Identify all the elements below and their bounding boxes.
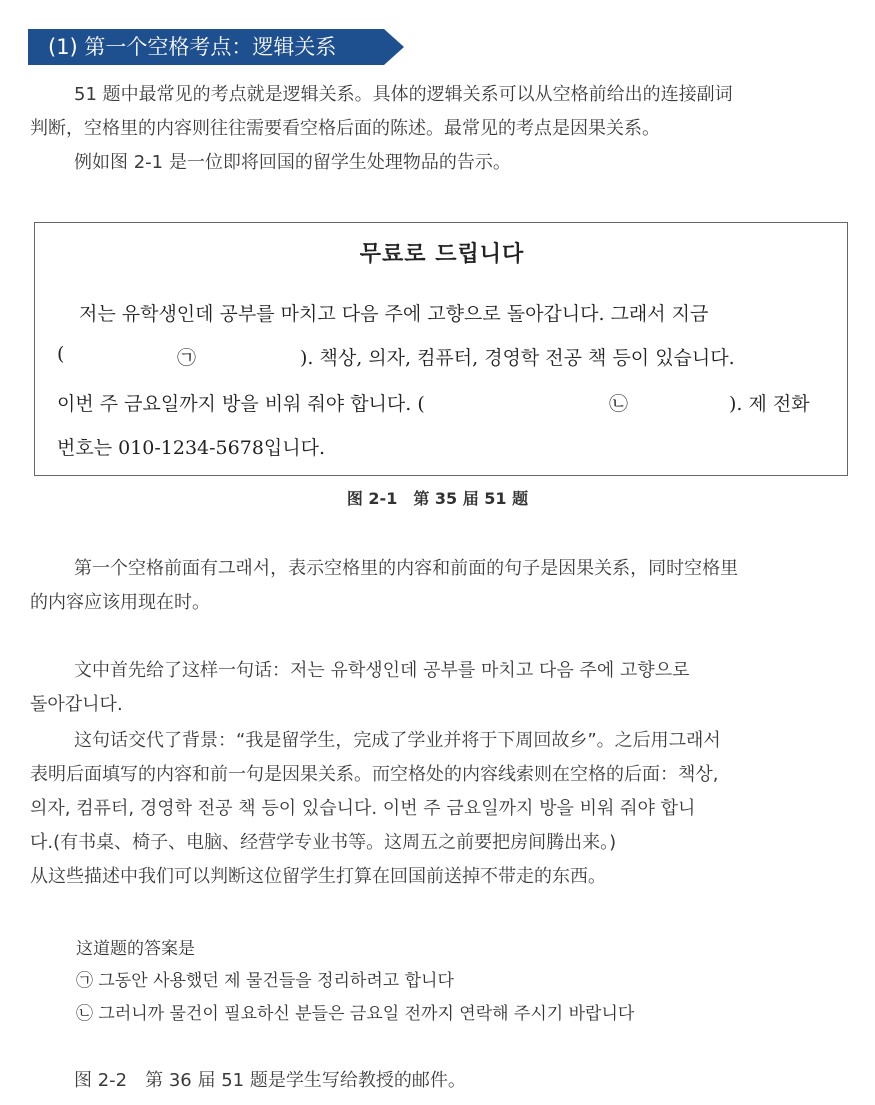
example-line-3-start: 이번 주 금요일까지 방을 비워 줘야 합니다. (: [57, 393, 425, 415]
example-box: [34, 222, 848, 476]
analysis2-line-3: 这句话交代了背景：“我是留学生，完成了学业并将于下周回故乡”。之后用그래서: [74, 730, 721, 751]
analysis2-line-4: 表明后面填写的内容和前一句是因果关系。而空格处的内容线索则在空格的后面：책상,: [30, 764, 719, 785]
section-header-banner: [28, 29, 408, 65]
intro-line-2: 判断，空格里的内容则往往需要看空格后面的陈述。最常见的考点是因果关系。: [30, 118, 660, 139]
analysis1-line-1: 第一个空格前面有그래서，表示空格里的内容和前面的句子是因果关系，同时空格里: [74, 558, 739, 579]
blank1-open-paren: (: [57, 343, 65, 365]
analysis2-line-2: 돌아갑니다.: [30, 694, 123, 715]
blank1-marker: ㉠: [177, 347, 197, 369]
example-line-3: [57, 389, 829, 416]
example-line-1: 저는 유학생인데 공부를 마치고 다음 주에 고향으로 돌아갑니다. 그래서 지금: [79, 303, 709, 325]
analysis2-line-7: 从这些描述中我们可以判断这位留学生打算在回国前送掉不带走的东西。: [30, 866, 606, 887]
example-title: 무료로 드립니다: [359, 241, 525, 267]
answer-label: 这道题的答案是: [76, 939, 195, 959]
blank2-marker: ㉡: [609, 393, 629, 415]
answer-1: ㉠ 그동안 사용했던 제 물건들을 정리하려고 합니다: [76, 971, 454, 991]
section-title: (1) 第一个空格考点：逻辑关系: [48, 35, 337, 59]
analysis2-line-5: 의자, 컴퓨터, 경영학 전공 책 등이 있습니다. 이번 주 금요일까지 방을 비워 줘야 합니: [30, 798, 696, 819]
figure-caption: 图 2-1 第 35 届 51 题: [346, 489, 529, 508]
analysis2-line-1: 文中首先给了这样一句话：저는 유학생인데 공부를 마치고 다음 주에 고향으로: [74, 660, 690, 681]
next-figure-intro: 图 2-2 第 36 届 51 题是学生写给教授的邮件。: [74, 1070, 466, 1091]
example-line-4: 번호는 010-1234-5678입니다.: [57, 437, 326, 459]
analysis2-line-6: 다.(有书桌、椅子、电脑、经营学专业书等。这周五之前要把房间腾出来。): [30, 832, 617, 853]
intro-line-1: 51 题中最常见的考点就是逻辑关系。具体的逻辑关系可以从空格前给出的连接副词: [74, 84, 733, 105]
example-line-3-rest: ). 제 전화: [729, 393, 810, 415]
example-line-2: [57, 343, 829, 369]
example-line-2-rest: ). 책상, 의자, 컴퓨터, 경영학 전공 책 등이 있습니다.: [300, 347, 735, 369]
analysis1-line-2: 的内容应该用现在时。: [30, 592, 210, 613]
intro-line-3: 例如图 2-1 是一位即将回国的留学生处理物品的告示。: [74, 152, 511, 173]
answer-2: ㉡ 그러니까 물건이 필요하신 분들은 금요일 전까지 연락해 주시기 바랍니다: [76, 1004, 635, 1024]
